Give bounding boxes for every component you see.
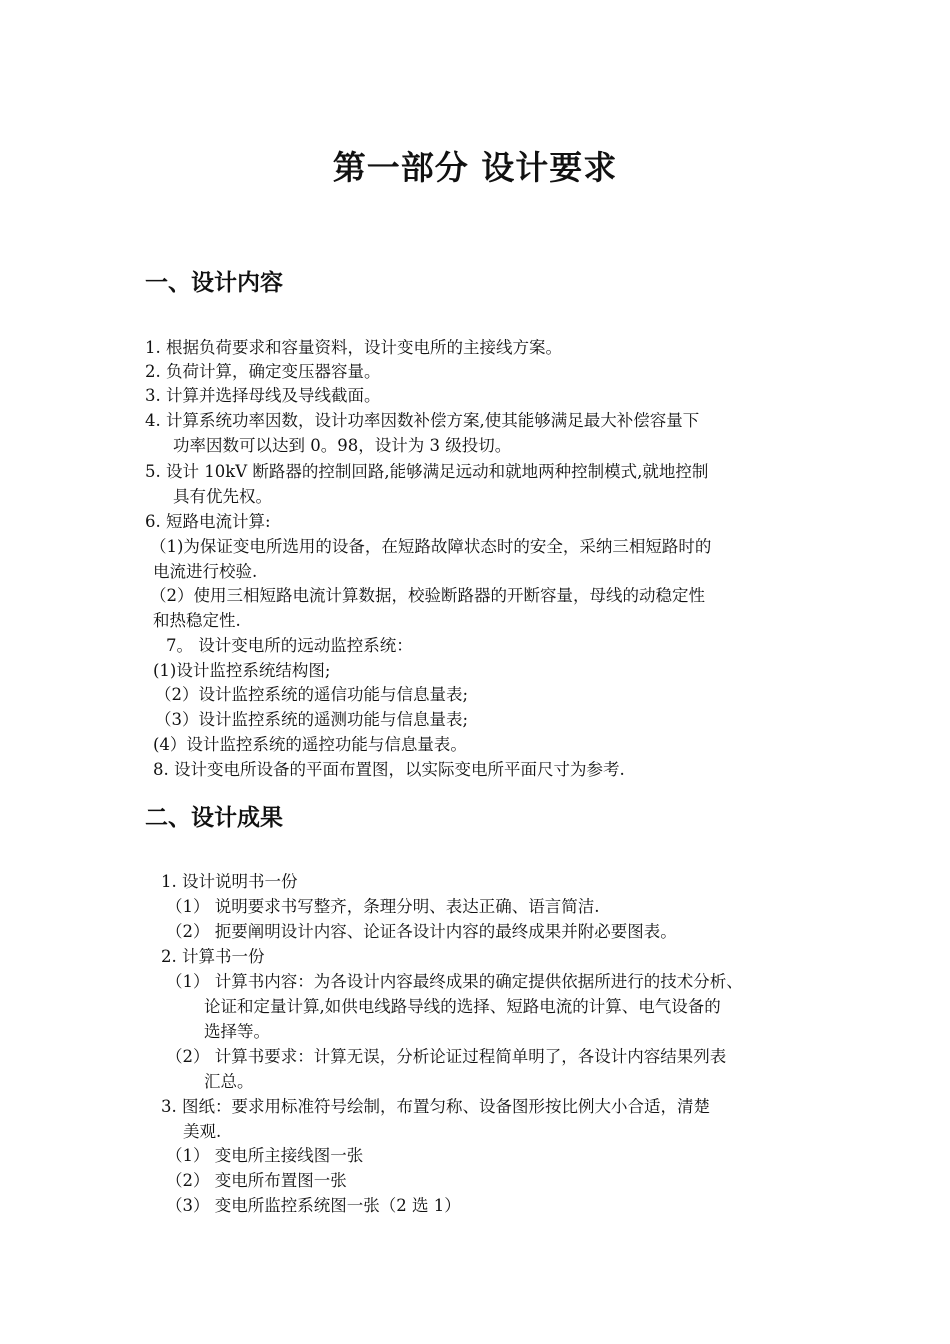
result-line: 论证和定量计算,如供电线路导线的选择、短路电流的计算、电气设备的 [204,997,721,1016]
section-heading-design-results: 二、设计成果 [145,805,283,831]
result-line: （1） 计算书内容：为各设计内容最终成果的确定提供依据所进行的技术分析、 [166,972,743,991]
content-line: （2）使用三相短路电流计算数据，校验断路器的开断容量，母线的动稳定性 [150,586,705,605]
content-line: 7。 设计变电所的远动监控系统： [166,636,413,655]
content-line: 2. 负荷计算，确定变压器容量。 [145,362,381,381]
content-line: （3）设计监控系统的遥测功能与信息量表; [155,710,469,729]
content-line: 3. 计算并选择母线及导线截面。 [145,386,381,405]
content-line: 1. 根据负荷要求和容量资料，设计变电所的主接线方案。 [145,338,562,357]
section-heading-design-content: 一、设计内容 [145,270,283,296]
result-line: （2） 计算书要求：计算无误，分析论证过程简单明了，各设计内容结果列表 [166,1047,727,1066]
page-title: 第一部分 设计要求 [332,148,618,187]
result-line: 1. 设计说明书一份 [161,872,298,891]
result-line: （3） 变电所监控系统图一张（2 选 1） [166,1196,461,1215]
content-line: （2）设计监控系统的遥信功能与信息量表; [155,685,469,704]
content-line: (4）设计监控系统的遥控功能与信息量表。 [153,735,467,754]
content-line: 5. 设计 10kV 断路器的控制回路,能够满足远动和就地两种控制模式,就地控制 [145,462,709,481]
content-line: 4. 计算系统功率因数，设计功率因数补偿方案,使其能够满足最大补偿容量下 [145,411,700,430]
content-line: 6. 短路电流计算: [145,512,271,531]
result-line: 汇总。 [204,1072,254,1091]
result-line: 选择等。 [204,1022,270,1041]
result-line: （2） 变电所布置图一张 [166,1171,347,1190]
result-line: （1） 说明要求书写整齐，条理分明、表达正确、语言简洁. [166,897,600,916]
content-line: 具有优先权。 [173,487,272,506]
content-line: 功率因数可以达到 0。98，设计为 3 级投切。 [173,436,512,455]
content-line: 和热稳定性. [153,611,241,630]
content-line: 8. 设计变电所设备的平面布置图，以实际变电所平面尺寸为参考. [153,760,625,779]
content-line: 电流进行校验. [153,562,258,581]
result-line: 美观. [183,1122,222,1141]
result-line: 3. 图纸：要求用标准符号绘制，布置匀称、设备图形按比例大小合适，清楚 [161,1097,710,1116]
content-line: (1)设计监控系统结构图; [153,661,331,680]
result-line: 2. 计算书一份 [161,947,265,966]
result-line: （1） 变电所主接线图一张 [166,1146,364,1165]
content-line: （1)为保证变电所选用的设备，在短路故障状态时的安全，采纳三相短路时的 [150,537,712,556]
result-line: （2） 扼要阐明设计内容、论证各设计内容的最终成果并附必要图表。 [166,922,677,941]
